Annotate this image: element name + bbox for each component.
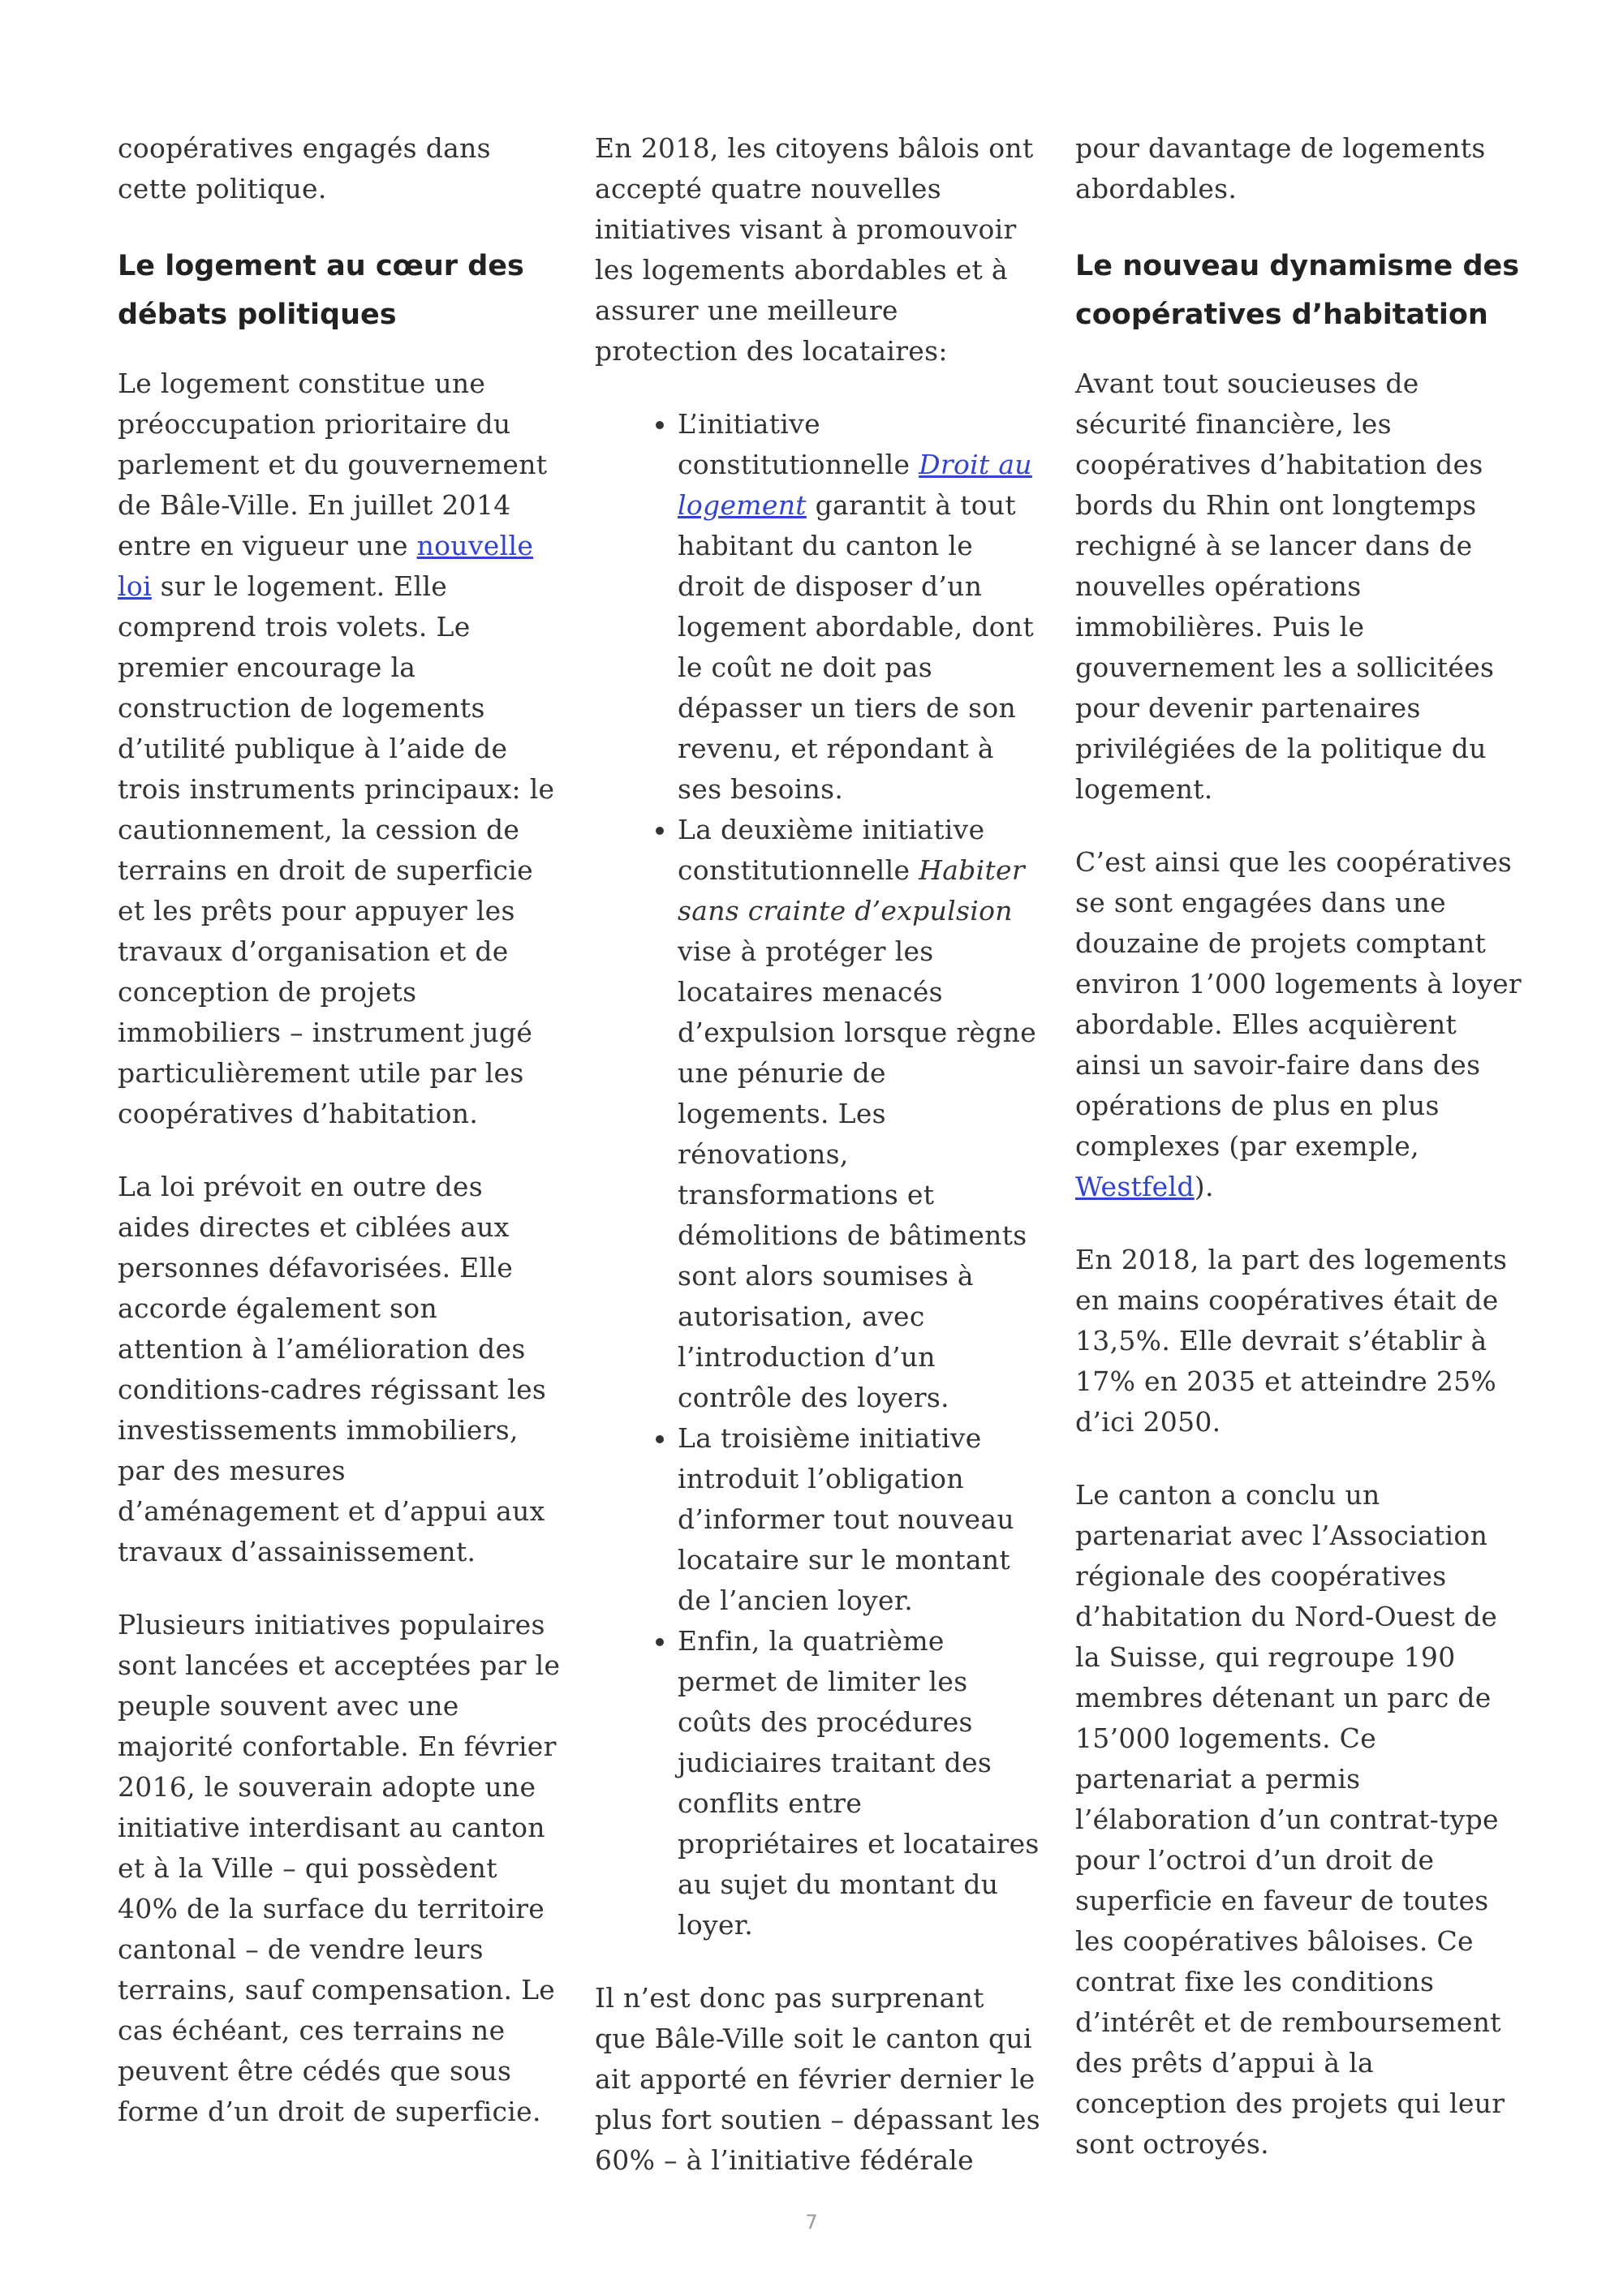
section-heading: Le nouveau dynamisme des coopératives d’habitation [1075,250,1520,331]
text: vise à protéger les locataires menacés d’expulsion lorsque règne une pénurie de logements. Les rénovations, transformations et démolitions de bâtiments sont alors soumises à autorisation, avec l’introduction d’un contrôle des loyers. [678,935,1037,1413]
text: L’initiative constitutionnelle [678,408,919,480]
paragraph [1075,842,1522,1207]
paragraph: Il n’est donc pas surprenant que Bâle-Ville soit le canton qui ait apporté en février dernier le plus fort soutien – dépassant les 60% – à l’initiative fédérale [595,1982,1041,2176]
text: sur le logement. Elle comprend trois volets. Le premier encourage la construction de logements d’utilité publique à l’aide de trois instruments principaux: le cautionnement, la cession de terrains en droit de superficie et les prêts pour appuyer les travaux d’organisation et de conception de projets immobiliers – instrument jugé particulièrement utile par les coopératives d’habitation. [118,570,555,1129]
column-1 [118,128,564,2165]
text: garantit à tout habitant du canton le droit de disposer d’un logement abordable, dont le coût ne doit pas dépasser un tiers de son revenu, et répondant à ses besoins. [678,489,1035,805]
paragraph: Le canton a conclu un partenariat avec l’Association régionale des coopératives d’habitation du Nord-Ouest de la Suisse, qui regroupe 190 membres détenant un parc de 15’000 logements. Ce partenariat a permis l’élaboration d’un contrat-type pour l’octroi d’un droit de superficie en faveur de toutes les coopératives bâloises. Ce contrat fixe les conditions d’intérêt et de remboursement des prêts d’appui à la conception des projets qui leur sont octroyés. [1075,1479,1505,2160]
section-heading: Le logement au cœur des débats politiques [118,250,524,331]
text: C’est ainsi que les coopératives se sont engagées dans une douzaine de projets comptant environ 1’000 logements à loyer abordable. Elles acquièrent ainsi un savoir-faire dans des opérations de plus en plus complexes (par exemple, [1075,846,1522,1162]
paragraph: La loi prévoit en outre des aides directes et ciblées aux personnes défavorisées. Elle accorde également son attention à l’amélioration des conditions-cadres régissant les investissements immobiliers, par des mesures d’aménagement et d’appui aux travaux d’assainissement. [118,1171,547,1567]
nouvelle-loi-link[interactable]: nouvelle loi [118,530,534,602]
list-item: • Enfin, la quatrième permet de limiter les coûts des procédures judiciaires traitant des conflits entre propriétaires et locataires au sujet du montant du loyer. [678,1621,1041,1946]
paragraph: coopératives engagés dans cette politique. [118,132,491,204]
initiatives-list [595,404,1041,1946]
paragraph [118,363,564,1134]
list-item [678,404,1041,810]
paragraph: En 2018, la part des logements en mains coopératives était de 13,5%. Elle devrait s’établir à 17% en 2035 et atteindre 25% d’ici 2050. [1075,1244,1508,1438]
westfeld-link[interactable]: Westfeld [1075,1171,1195,1202]
column-3 [1075,128,1522,2197]
list-item [678,810,1041,1418]
list-item: • La troisième initiative introduit l’obligation d’informer tout nouveau locataire sur le montant de l’ancien loyer. [678,1418,1041,1621]
text: ). [1194,1171,1214,1202]
paragraph: Avant tout soucieuses de sécurité financière, les coopératives d’habitation des bords du Rhin ont longtemps rechigné à se lancer dans de nouvelles opérations immobilières. Puis le gouvernement les a sollicitées pour devenir partenaires privilégiées de la politique du logement. [1075,368,1495,805]
page-number: 7 [805,2211,818,2234]
column-2 [595,128,1041,2213]
emphasis-text: Habiter sans crainte d’expulsion [678,854,1025,927]
paragraph: pour davantage de logements abordables. [1075,132,1486,204]
paragraph: En 2018, les citoyens bâlois ont accepté quatre nouvelles initiatives visant à promouvoir les logements abordables et à assurer une meilleure protection des locataires: [595,132,1034,367]
paragraph: Plusieurs initiatives populaires sont lancées et acceptées par le peuple souvent avec une majorité confortable. En février 2016, le souverain adopte une initiative interdisant au canton et à la Ville – qui possèdent 40% de la surface du territoire cantonal – de vendre leurs terrains, sauf compensation. Le cas échéant, ces terrains ne peuvent être cédés que sous forme d’un droit de superficie. [118,1609,561,2127]
text: Le logement constitue une préoccupation prioritaire du parlement et du gouvernement de Bâle-Ville. En juillet 2014 entre en vigueur une [118,368,548,561]
link-text: Droit au logement [678,449,1032,521]
text: La deuxième initiative constitutionnelle [678,814,985,886]
